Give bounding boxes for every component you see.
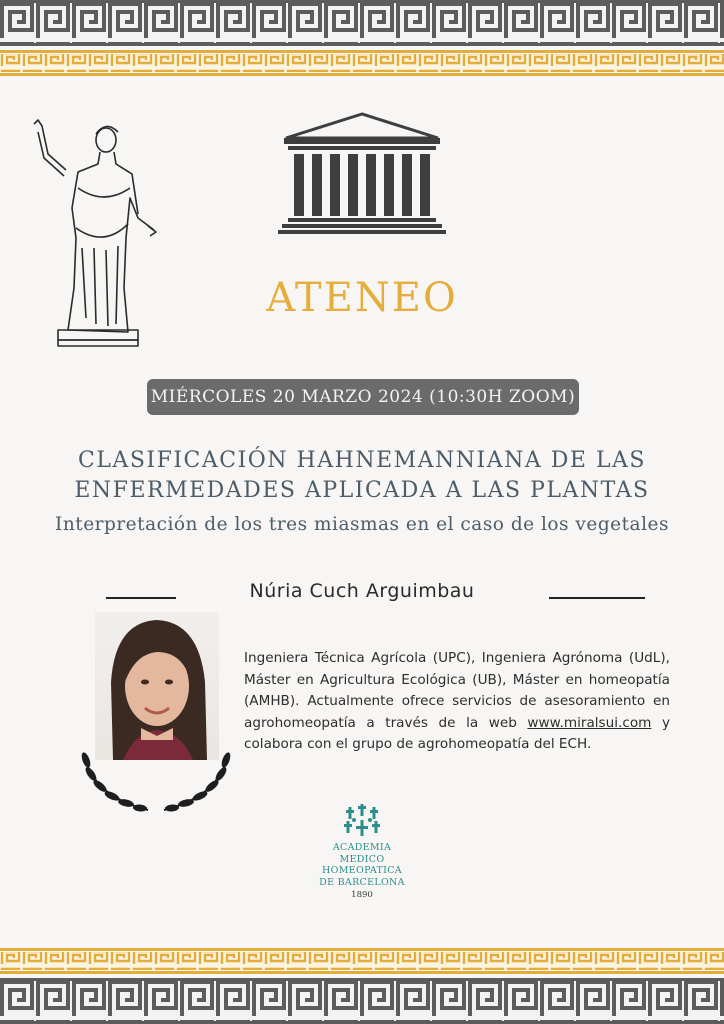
laurel-wreath-icon [78,748,234,818]
greek-key-border-top-gold [0,50,724,76]
bio-text-1: Ingeniera Técnica Agrícola (UPC), Ingeniera Agrónoma (UdL), Máster en Agricultura Ecológica (UB), Máster en homeopatía (AMHB). Actualmente ofrece servicios de asesoramiento en agrohomeopatía a través de la web [244,650,670,731]
logo-line1: ACADEMIA [332,842,392,853]
academy-logo [300,804,424,900]
talk-subtitle: Interpretación de los tres miasmas en el caso de los vegetales [55,514,669,535]
logo-line2: MEDICO HOMEOPATICA [322,853,402,876]
greek-key-border-bottom-gold [0,948,724,974]
event-title: ATENEO [266,275,458,321]
greek-temple-icon [278,112,446,234]
speaker-name: Núria Cuch Arguimbau [249,580,475,602]
speaker-photo [95,612,219,760]
logo-year: 1890 [351,890,373,900]
logo-line3: DE BARCELONA [319,876,405,888]
greek-key-border-top-dark [0,0,724,46]
greek-key-border-bottom-dark [0,978,724,1024]
talk-title-line1: CLASIFICACIÓN HAHNEMANNIANA DE LAS [77,448,647,473]
bio-text-2: y colabora con el grupo de agrohomeopatía del ECH. [244,714,670,752]
event-date-badge: MIÉRCOLES 20 MARZO 2024 (10:30H ZOOM) [147,379,579,415]
talk-title-line2: ENFERMEDADES APLICADA A LAS PLANTAS [74,478,650,503]
speaker-bio [244,648,670,756]
divider-right [549,597,645,599]
academy-logo-mark [342,804,382,838]
website-link[interactable]: www.miralsui.com [527,714,652,731]
